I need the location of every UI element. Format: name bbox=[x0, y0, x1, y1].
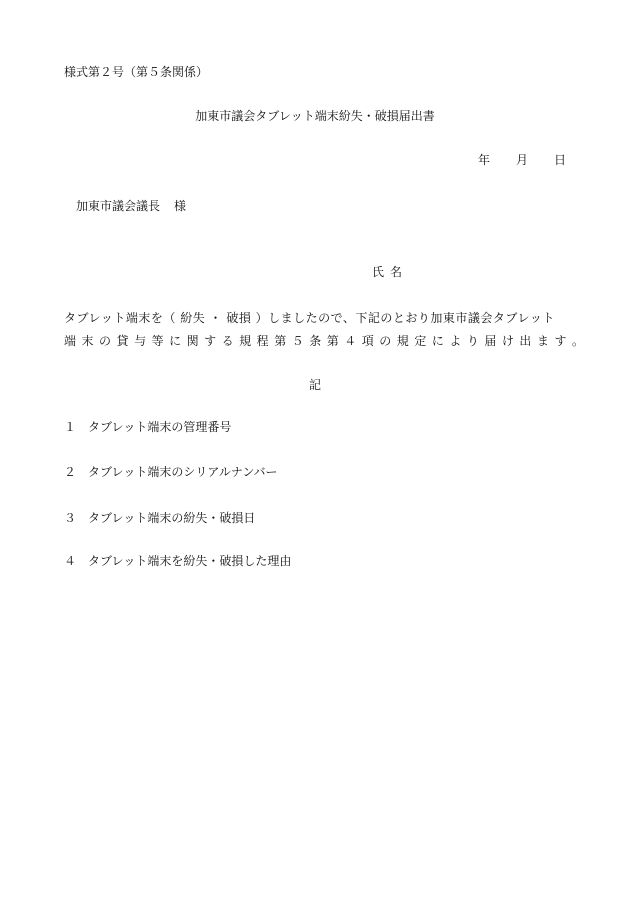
addressee-honorific: 様 bbox=[174, 199, 187, 213]
body-text-char: 第 bbox=[326, 334, 339, 348]
list-item bbox=[64, 464, 277, 480]
ki-heading: 記 bbox=[308, 378, 321, 392]
date-year-label: 年 bbox=[478, 153, 491, 167]
list-item-number: ３ bbox=[64, 511, 77, 525]
list-item-number: ２ bbox=[64, 465, 77, 479]
body-text-char: 第 bbox=[274, 334, 287, 348]
body-text-line-2 bbox=[64, 333, 584, 349]
body-text-char: の bbox=[99, 334, 112, 348]
addressee-name: 加東市議会議長 bbox=[76, 199, 161, 213]
body-text-char: 出 bbox=[519, 334, 532, 348]
body-text-char: 規 bbox=[396, 334, 409, 348]
list-item-label: タブレット端末を紛失・破損した理由 bbox=[88, 554, 292, 568]
body-text-char: 関 bbox=[186, 334, 199, 348]
body-text-char: 程 bbox=[256, 334, 269, 348]
date-day-label: 日 bbox=[554, 153, 567, 167]
body-text-char: 与 bbox=[134, 334, 147, 348]
addressee bbox=[76, 198, 186, 214]
body-text-line-1: タブレット端末を（ 紛失 ・ 破損 ）しましたので、下記のとおり加東市議会タブレット bbox=[64, 311, 555, 325]
document-title: 加東市議会タブレット端末紛失・破損届出書 bbox=[195, 109, 435, 123]
body-text-char: け bbox=[501, 334, 514, 348]
body-text-char: す bbox=[554, 334, 567, 348]
list-item bbox=[64, 510, 255, 526]
body-text-char: 末 bbox=[81, 334, 94, 348]
body-text-char: 端 bbox=[64, 334, 77, 348]
date-line bbox=[478, 152, 566, 168]
body-text-char: 条 bbox=[309, 334, 322, 348]
body-text-char: の bbox=[379, 334, 392, 348]
body-text-char: 届 bbox=[484, 334, 497, 348]
list-item-number: ４ bbox=[64, 554, 77, 568]
list-item-number: １ bbox=[64, 420, 77, 434]
applicant-name-label: 氏名 bbox=[372, 265, 409, 279]
form-number: 様式第２号（第５条関係） bbox=[64, 65, 209, 79]
body-text-char: ま bbox=[536, 334, 549, 348]
body-text-char: 。 bbox=[571, 334, 584, 348]
list-item-label: タブレット端末の管理番号 bbox=[88, 420, 232, 434]
body-text-char: 定 bbox=[414, 334, 427, 348]
body-text-char: に bbox=[169, 334, 182, 348]
body-text-char: ４ bbox=[344, 334, 357, 348]
body-text-char: り bbox=[466, 334, 479, 348]
body-text-char: す bbox=[204, 334, 217, 348]
body-text-char: 項 bbox=[361, 334, 374, 348]
body-text-char: に bbox=[431, 334, 444, 348]
body-text-char: 規 bbox=[239, 334, 252, 348]
date-month-label: 月 bbox=[516, 153, 529, 167]
list-item bbox=[64, 553, 291, 569]
list-item-label: タブレット端末の紛失・破損日 bbox=[88, 511, 256, 525]
body-text-char: る bbox=[221, 334, 234, 348]
body-text-char: ５ bbox=[291, 334, 304, 348]
body-text-char: 等 bbox=[151, 334, 164, 348]
list-item-label: タブレット端末のシリアルナンバー bbox=[88, 465, 278, 479]
body-text-char: よ bbox=[449, 334, 462, 348]
list-item bbox=[64, 419, 231, 435]
body-text-char: 貸 bbox=[116, 334, 129, 348]
